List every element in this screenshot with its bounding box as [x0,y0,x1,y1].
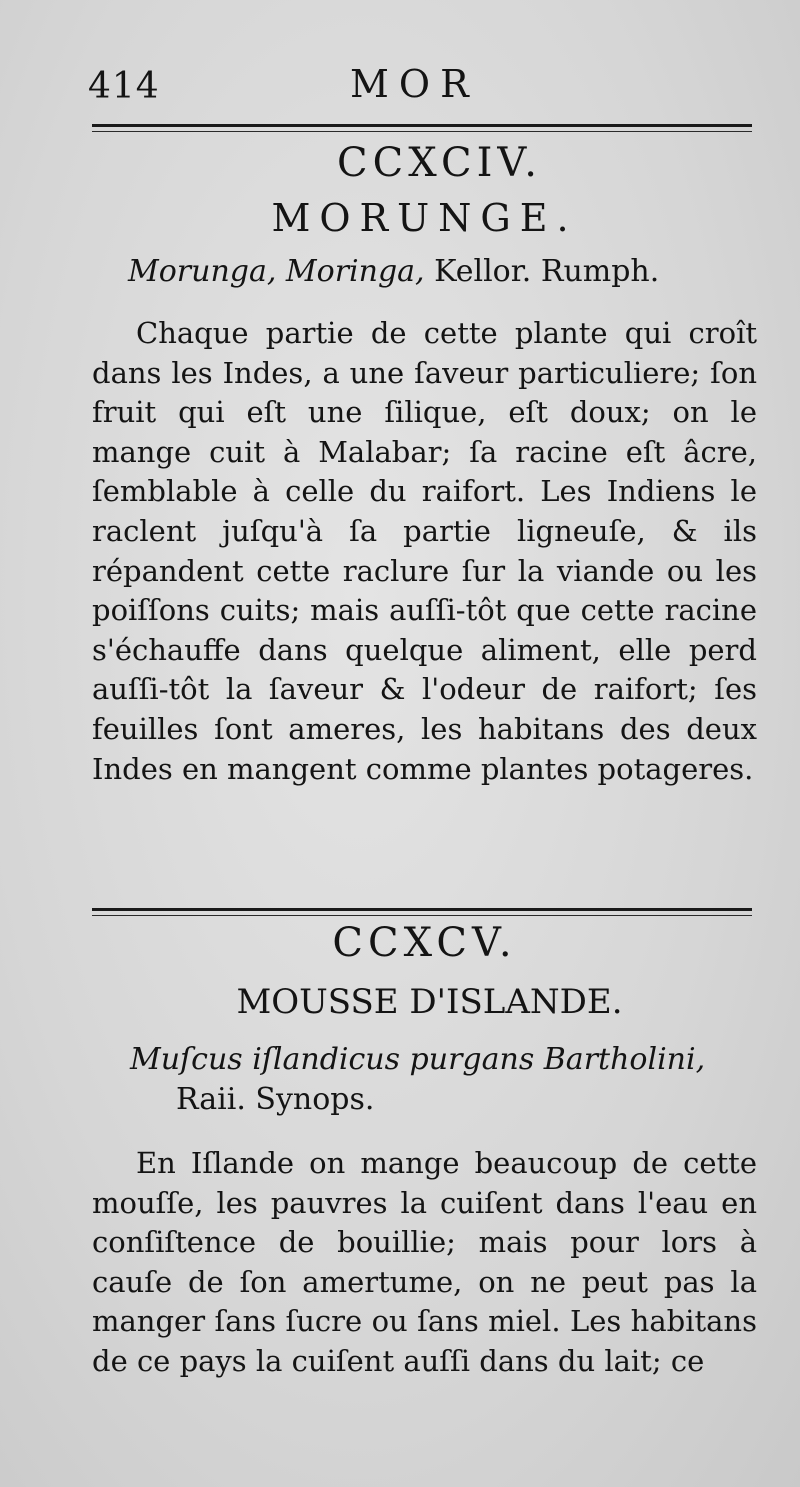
entry-title: MOUSSE D'ISLANDE. [236,982,623,1022]
section-rule-thin [92,915,752,916]
header-rule-thin [92,131,752,132]
entry-morunge [92,140,757,789]
entry-numeral: CCXCV. [332,920,517,966]
section-rule [92,908,752,911]
synonyms-italic: Muſcus iſlandicus purgans Bartholini, [130,1042,706,1077]
entry-body: En Iſlande on mange beaucoup de cette mouſſe, les pauvres la cuiſent dans l'eau en conſiſtence de bouillie; mais pour lors à cauſe de ſon amertume, on ne peut pas la manger ſans ſucre ou ſans miel. Les habitans de ce pays la cuiſent auſſi dans du lait; ce [92,1146,757,1378]
entry-numeral: CCXCIV. [337,140,542,186]
synonyms-source: Raii. Synops. [176,1082,375,1117]
running-head: MOR [350,62,479,106]
header-rule [92,124,752,127]
page-number: 414 [88,66,160,107]
synonyms-roman: Kellor. Rumph. [424,254,660,289]
entry-synonyms [92,252,757,292]
entry-title: MORUNGE. [271,196,578,240]
synonyms-italic: Morunga, Moringa, [128,254,425,289]
page-header [88,58,753,110]
entry-mousse-d-islande [92,920,757,1382]
entry-synonyms [92,1040,757,1120]
entry-body: Chaque partie de cette plante qui croît dans les Indes, a une ſaveur particuliere; ſon fruit qui eſt une ſilique, eſt doux; on le mange cuit à Malabar; ſa racine eſt âcre, ſemblable à celle du raifort. Les Indiens le raclent juſqu'à ſa partie ligneuſe, & ils répandent cette raclure ſur la viande ou les poiſſons cuits; mais auſſi-tôt que cette racine s'échauffe dans quelque aliment, elle perd auſſi-tôt la ſaveur & l'odeur de raifort; ſes feuilles ſont ameres, les habitans des deux Indes en mangent comme plantes potageres. [92,316,757,786]
